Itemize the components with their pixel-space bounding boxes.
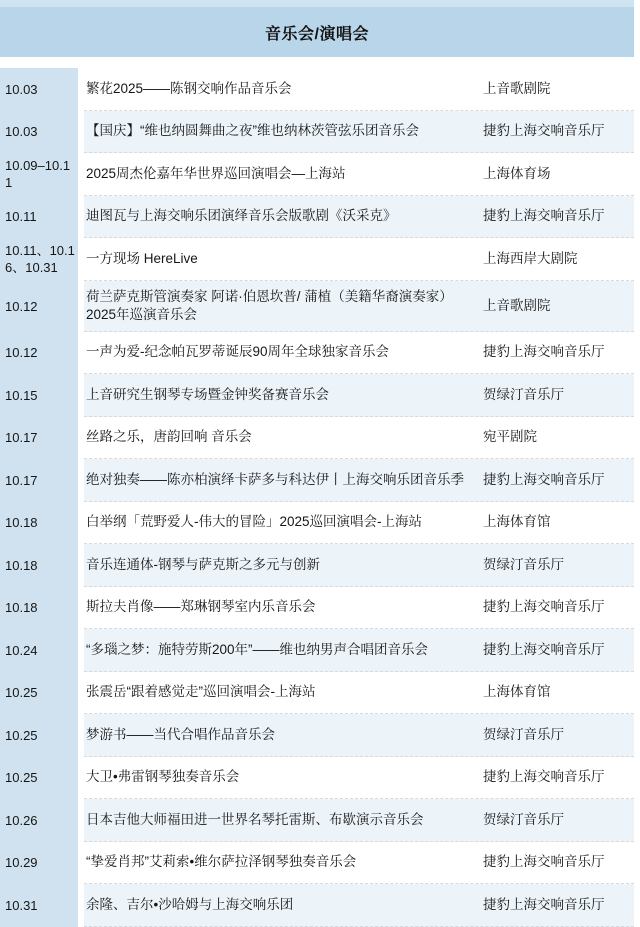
event-date: 10.25 [0,714,78,757]
event-date: 10.15 [0,374,78,417]
event-name: 大卫•弗雷钢琴独奏音乐会 [86,769,240,785]
table-row [0,153,634,196]
event-name: 白举纲「荒野爱人-伟大的冒险」2025巡回演唱会-上海站 [86,514,423,530]
table-row [0,587,634,630]
event-date: 10.31 [0,884,78,927]
table-row [0,459,634,502]
row-content [84,757,634,800]
event-venue: 上海体育馆 [483,514,551,530]
row-content [84,629,634,672]
event-name: 2025周杰伦嘉年华世界巡回演唱会—上海站 [86,165,346,181]
table-row [0,672,634,715]
event-date: 10.18 [0,502,78,545]
row-content [84,799,634,842]
table-row [0,714,634,757]
event-venue: 捷豹上海交响音乐厅 [483,641,605,657]
event-venue: 捷豹上海交响音乐厅 [483,208,605,224]
event-venue: 捷豹上海交响音乐厅 [483,599,605,615]
event-date: 10.24 [0,629,78,672]
event-venue: 上海西岸大剧院 [483,250,578,266]
event-date: 10.25 [0,757,78,800]
event-venue: 贺绿汀音乐厅 [483,386,564,402]
table-row [0,238,634,281]
event-name: 【国庆】“维也纳圆舞曲之夜”维也纳林茨管弦乐团音乐会 [86,123,419,139]
event-name: 上音研究生钢琴专场暨金钟奖备赛音乐会 [86,386,329,402]
event-venue: 捷豹上海交响音乐厅 [483,854,605,870]
event-date: 10.09–10.11 [0,153,78,196]
row-content [84,672,634,715]
event-venue: 捷豹上海交响音乐厅 [483,344,605,360]
event-name: “挚爱肖邦”艾莉索•维尔萨拉泽钢琴独奏音乐会 [86,854,357,870]
table-body [0,68,634,927]
table-row [0,68,634,111]
row-content [84,587,634,630]
table-row [0,799,634,842]
table-row [0,281,634,332]
row-content [84,417,634,460]
table-row [0,196,634,239]
event-date: 10.11 [0,196,78,239]
row-content [84,196,634,239]
row-content [84,714,634,757]
table-row [0,374,634,417]
event-name: 张震岳“跟着感觉走”巡回演唱会-上海站 [86,684,316,700]
event-date: 10.03 [0,111,78,154]
row-content [84,459,634,502]
table-row [0,629,634,672]
event-name: 斯拉夫肖像——郑琳钢琴室内乐音乐会 [86,599,316,615]
event-venue: 上海体育场 [483,165,551,181]
table-row [0,502,634,545]
header-spacer [0,57,634,68]
row-content [84,238,634,281]
row-content [84,153,634,196]
top-strip [0,0,634,7]
event-venue: 贺绿汀音乐厅 [483,811,564,827]
event-venue: 贺绿汀音乐厅 [483,726,564,742]
event-name: 梦游书——当代合唱作品音乐会 [86,726,275,742]
event-venue: 贺绿汀音乐厅 [483,556,564,572]
table-row [0,757,634,800]
table-row [0,544,634,587]
table-row [0,884,634,927]
table-row [0,842,634,885]
event-venue: 捷豹上海交响音乐厅 [483,123,605,139]
row-content [84,374,634,417]
table-row [0,417,634,460]
event-venue: 捷豹上海交响音乐厅 [483,769,605,785]
row-content [84,332,634,375]
event-date: 10.18 [0,587,78,630]
event-name: 繁花2025——陈钢交响作品音乐会 [86,80,292,96]
event-name: 音乐连通体-钢琴与萨克斯之多元与创新 [86,556,320,572]
row-content [84,884,634,927]
event-date: 10.03 [0,68,78,111]
event-venue: 捷豹上海交响音乐厅 [483,471,605,487]
event-date: 10.12 [0,332,78,375]
event-date: 10.12 [0,281,78,332]
event-date: 10.29 [0,842,78,885]
event-date: 10.26 [0,799,78,842]
event-date: 10.17 [0,459,78,502]
event-name: 日本吉他大师福田进一世界名琴托雷斯、布歇演示音乐会 [86,811,424,827]
event-name: 迪图瓦与上海交响乐团演绎音乐会版歌剧《沃采克》 [86,208,397,224]
row-content [84,544,634,587]
event-date: 10.18 [0,544,78,587]
event-venue: 宛平剧院 [483,429,537,445]
event-date: 10.17 [0,417,78,460]
event-venue: 上海体育馆 [483,684,551,700]
event-venue: 捷豹上海交响音乐厅 [483,896,605,912]
event-name: “多瑙之梦：施特劳斯200年”——维也纳男声合唱团音乐会 [86,641,429,657]
row-content [84,281,634,332]
row-content [84,842,634,885]
table-row [0,111,634,154]
row-content [84,502,634,545]
row-content [84,68,634,111]
table-row [0,332,634,375]
event-venue: 上音歌剧院 [483,80,551,96]
event-name: 一声为爱-纪念帕瓦罗蒂诞辰90周年全球独家音乐会 [86,344,390,360]
event-name: 荷兰萨克斯管演奏家 阿诺·伯恩坎普/ 蒲植（美籍华裔演奏家） 2025年巡演音乐会 [86,288,453,322]
event-name: 余隆、吉尔•沙哈姆与上海交响乐团 [86,896,294,912]
event-name: 丝路之乐，唐韵回响 音乐会 [86,429,252,445]
event-venue: 上音歌剧院 [483,297,551,313]
event-name: 绝对独奏——陈亦柏演绎卡萨多与科达伊丨上海交响乐团音乐季 [86,471,464,487]
table-header [0,7,634,57]
row-content [84,111,634,154]
event-name: 一方现场 HereLive [86,250,198,266]
event-date: 10.11、10.16、10.31 [0,238,78,281]
event-date: 10.25 [0,672,78,715]
table-title: 音乐会/演唱会 [265,25,369,43]
